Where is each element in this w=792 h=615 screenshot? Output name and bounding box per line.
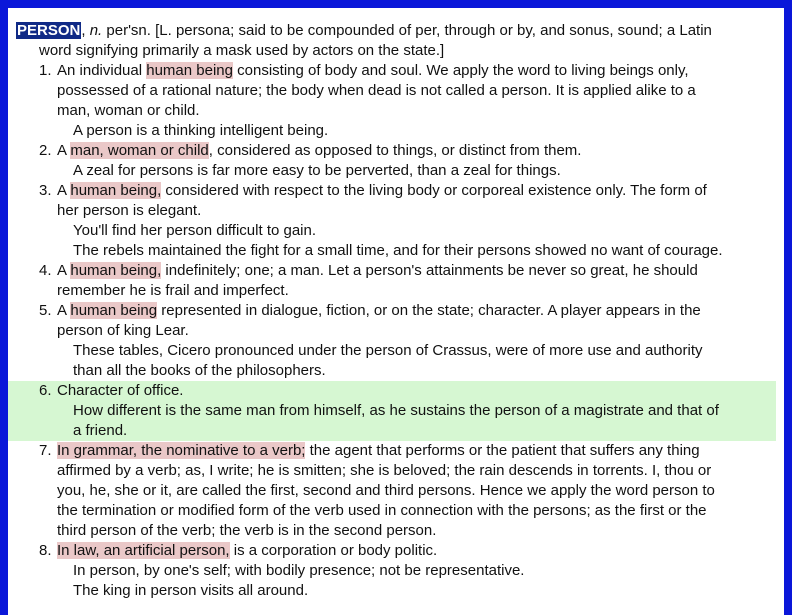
example: These tables, Cicero pronounced under the person of Crassus, were of more use and authority	[73, 342, 703, 359]
sense-highlight: human being,	[70, 182, 162, 199]
sense-6-block	[8, 381, 776, 441]
sense-highlight: In law, an artificial person,	[57, 542, 230, 559]
headword: PERSON	[17, 22, 81, 39]
sense-5	[8, 301, 776, 321]
sense-highlight: man, woman or child	[70, 142, 209, 159]
sense-7-line-4: the termination or modified form of the verb used in connection with the persons; as the first or the	[57, 502, 707, 519]
sense-1-line-2: possessed of a rational nature; the body when dead is not called a person. It is applied alike to a	[57, 82, 696, 99]
part-of-speech: n.	[89, 22, 103, 39]
sense-text: A	[57, 302, 71, 319]
sense-1	[8, 61, 776, 81]
sense-number: 3.	[39, 182, 52, 199]
sense-text: Character of office.	[57, 382, 184, 399]
dictionary-entry	[8, 21, 776, 601]
pronunciation: per'sn.	[106, 22, 151, 39]
sense-text: considered with respect to the living body or corporeal existence only. The form of	[161, 182, 707, 199]
sense-5-line-2: person of king Lear.	[57, 322, 189, 339]
sense-text: represented in dialogue, fiction, or on the state; character. A player appears in the	[157, 302, 701, 319]
sense-6	[8, 381, 776, 401]
sense-highlight: human being,	[70, 262, 162, 279]
sense-7-line-3: you, he, she or it, are called the first, second and third persons. Hence we apply the word person to	[57, 482, 715, 499]
example: than all the books of the philosophers.	[73, 362, 326, 379]
sense-7-line-2: affirmed by a verb; as, I write; he is smitten; she is beloved; the rain descends in torrents. I, thou or	[57, 462, 712, 479]
sense-number: 2.	[39, 142, 52, 159]
sense-number: 8.	[39, 542, 52, 559]
example: You'll find her person difficult to gain.	[73, 222, 317, 239]
sense-text: consisting of body and soul. We apply the word to living beings only,	[232, 62, 689, 79]
sense-text: A	[57, 182, 71, 199]
headword-comma: ,	[81, 22, 86, 39]
sense-highlight: human being	[146, 62, 233, 79]
sense-number: 7.	[39, 442, 52, 459]
example: How different is the same man from himself, as he sustains the person of a magistrate and that of	[73, 402, 719, 419]
sense-number: 6.	[39, 382, 52, 399]
etymology-line-2: word signifying primarily a mask used by actors on the state.]	[39, 42, 445, 59]
sense-text: indefinitely; one; a man. Let a person's attainments be never so great, he should	[161, 262, 698, 279]
sense-8	[8, 541, 776, 561]
sense-number: 5.	[39, 302, 52, 319]
sense-highlight: In grammar, the nominative to a verb;	[57, 442, 306, 459]
sense-number: 1.	[39, 62, 52, 79]
sense-4	[8, 261, 776, 281]
sense-3	[8, 181, 776, 201]
sense-highlight: human being	[70, 302, 158, 319]
sense-1-line-3: man, woman or child.	[57, 102, 200, 119]
etymology-line-1: [L. persona; said to be compounded of per, through or by, and sonus, sound; a Latin	[155, 22, 712, 39]
example: In person, by one's self; with bodily presence; not be representative.	[73, 562, 525, 579]
example: The king in person visits all around.	[73, 582, 309, 599]
sense-text: the agent that performs or the patient that suffers any thing	[305, 442, 700, 459]
sense-4-line-2: remember he is frail and imperfect.	[57, 282, 289, 299]
example: A zeal for persons is far more easy to be perverted, than a zeal for things.	[73, 162, 561, 179]
sense-number: 4.	[39, 262, 52, 279]
sense-7	[8, 441, 776, 461]
entry-intro	[8, 21, 776, 41]
example: a friend.	[73, 422, 128, 439]
example: A person is a thinking intelligent being.	[73, 122, 329, 139]
sense-3-line-2: her person is elegant.	[57, 202, 202, 219]
sense-2	[8, 141, 776, 161]
sense-text: is a corporation or body politic.	[229, 542, 438, 559]
sense-text: A	[57, 142, 71, 159]
example: The rebels maintained the fight for a small time, and for their persons showed no want of courage.	[73, 242, 723, 259]
sense-7-line-5: third person of the verb; the verb is in the second person.	[57, 522, 437, 539]
sense-text: A	[57, 262, 71, 279]
sense-text: An individual	[57, 62, 147, 79]
sense-text: , considered as opposed to things, or distinct from them.	[208, 142, 582, 159]
